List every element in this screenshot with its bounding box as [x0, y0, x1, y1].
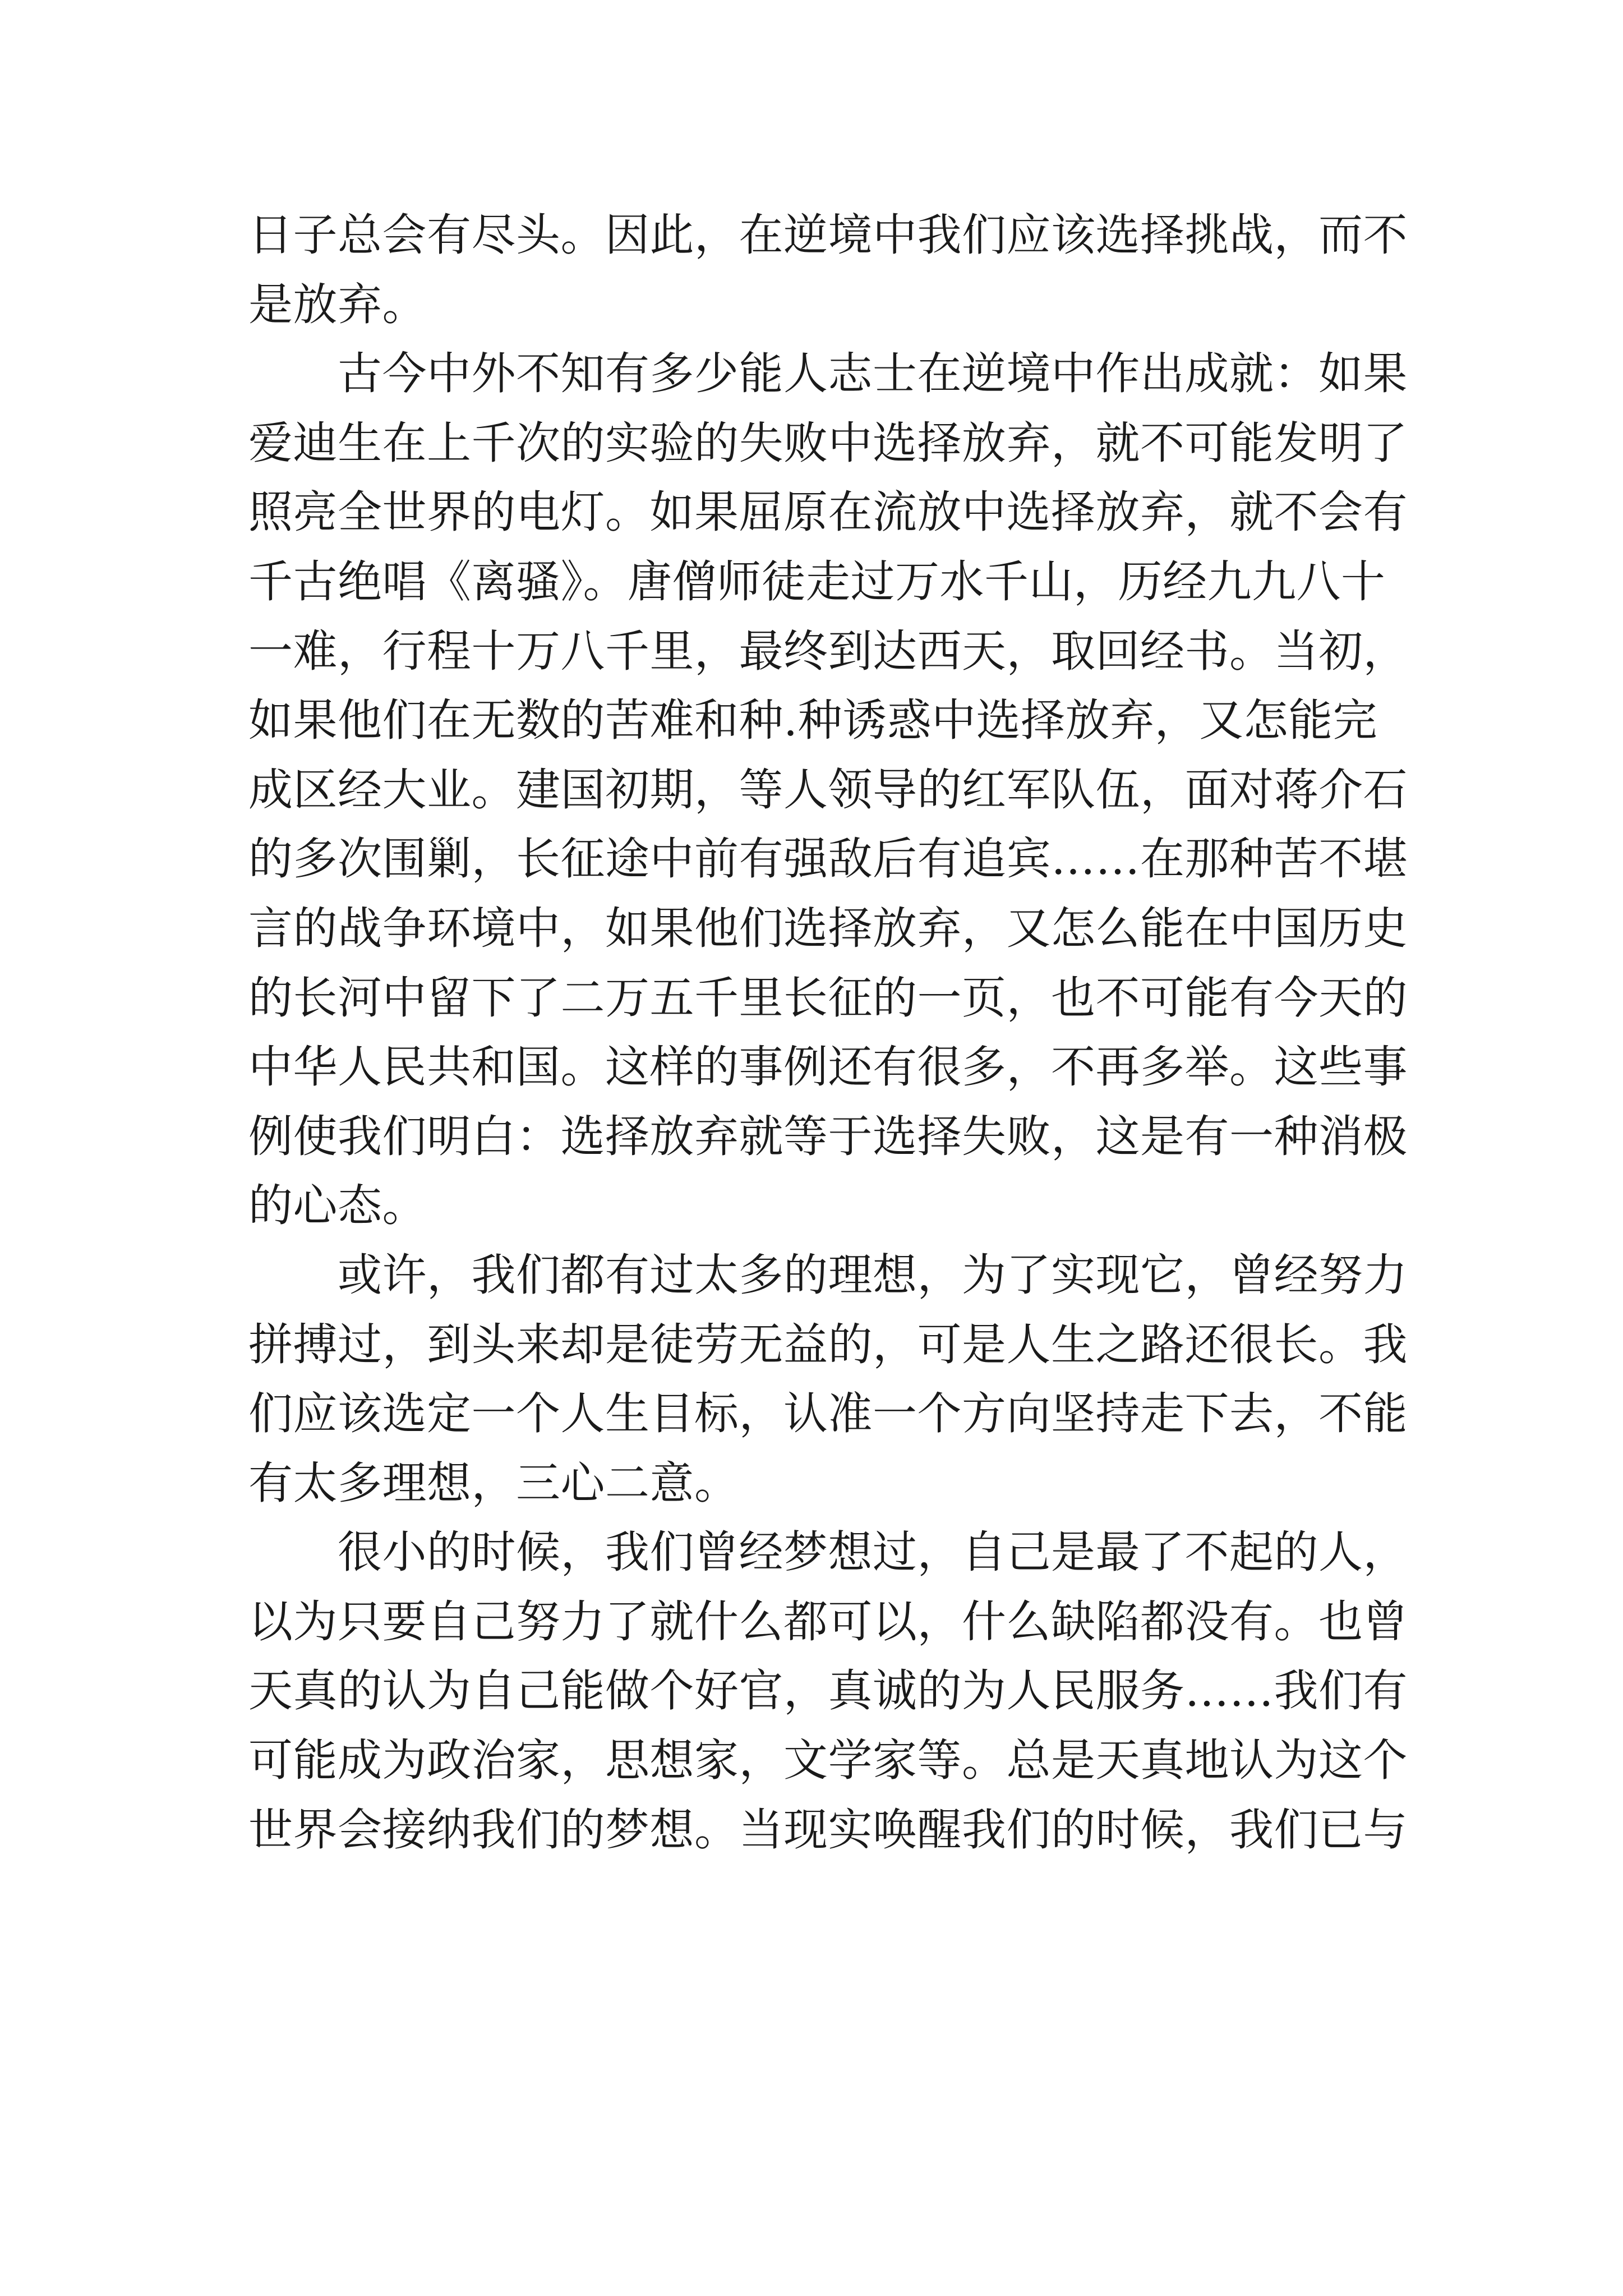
text-line: 的长河中留下了二万五千里长征的一页，也不可能有今天的: [248, 972, 1408, 1024]
text-line: 以为只要自己努力了就什么都可以，什么缺陷都没有。也曾: [248, 1595, 1408, 1648]
text-line: 古今中外不知有多少能人志士在逆境中作出成就：如果: [248, 348, 1408, 400]
text-line: 一难，行程十万八千里，最终到达西天，取回经书。当初，: [248, 625, 1408, 677]
text-line: 成区经大业。建国初期，等人领导的红军队伍，面对蒋介石: [248, 763, 1408, 816]
text-line: 有太多理想，三心二意。: [248, 1457, 739, 1509]
text-line: 照亮全世界的电灯。如果屈原在流放中选择放弃，就不会有: [248, 486, 1408, 539]
text-line: 可能成为政治家，思想家，文学家等。总是天真地认为这个: [248, 1734, 1408, 1787]
text-line: 的心态。: [248, 1180, 427, 1232]
text-line: 拼搏过，到头来却是徒劳无益的，可是人生之路还很长。我: [248, 1318, 1408, 1370]
text-line: 或许，我们都有过太多的理想，为了实现它，曾经努力: [248, 1249, 1408, 1301]
text-line: 的多次围剿，长征途中前有强敌后有追宾……在那种苦不堪: [248, 833, 1408, 885]
text-line: 千古绝唱《离骚》。唐僧师徒走过万水千山，历经九九八十: [248, 555, 1386, 608]
text-line: 中华人民共和国。这样的事例还有很多，不再多举。这些事: [248, 1041, 1408, 1093]
text-line: 天真的认为自己能做个好官，真诚的为人民服务……我们有: [248, 1665, 1408, 1717]
text-line: 如果他们在无数的苦难和种.种诱惑中选择放弃，又怎能完: [248, 694, 1378, 747]
text-line: 日子总会有尽头。因此，在逆境中我们应该选择挑战，而不: [248, 209, 1408, 261]
text-line: 们应该选定一个人生目标，认准一个方向坚持走下去，不能: [248, 1388, 1408, 1440]
text-line: 很小的时候，我们曾经梦想过，自己是最了不起的人，: [248, 1526, 1408, 1579]
body-text: [248, 201, 1408, 1865]
text-line: 世界会接纳我们的梦想。当现实唤醒我们的时候，我们已与: [248, 1803, 1408, 1856]
text-line: 是放弃。: [248, 278, 427, 330]
text-line: 言的战争环境中，如果他们选择放弃，又怎么能在中国历史: [248, 902, 1408, 954]
text-line: 爱迪生在上千次的实验的失败中选择放弃，就不可能发明了: [248, 417, 1408, 469]
text-line: 例使我们明白：选择放弃就等于选择失败，这是有一种消极: [248, 1110, 1408, 1162]
